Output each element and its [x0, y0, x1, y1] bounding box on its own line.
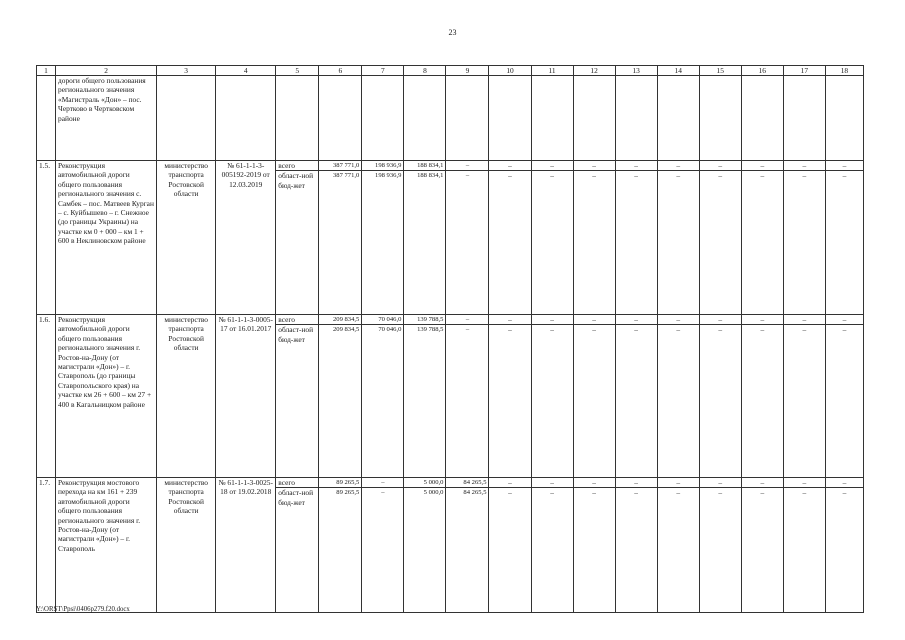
dash-total: – [842, 161, 847, 170]
dash-regional: – [532, 487, 573, 497]
dash-total: – [676, 315, 681, 324]
amount-cell [741, 315, 783, 478]
dash-regional: – [826, 324, 863, 334]
dash-regional: – [700, 324, 741, 334]
amount-cell [615, 478, 657, 613]
dash-regional: – [532, 324, 573, 334]
amount-cell [783, 76, 825, 161]
program-table [36, 65, 864, 613]
amount-cell [783, 315, 825, 478]
amount-cell [446, 76, 489, 161]
amount-total: – [465, 162, 470, 169]
object-name: дороги общего пользования регионального значения «Магистраль «Дон» – пос. Чертково в Чертковском районе [56, 76, 157, 161]
amount-cell [825, 478, 863, 613]
table-row [37, 161, 864, 315]
col-header: 5 [276, 66, 319, 76]
object-name: Реконструкция автомобильной дороги общего пользования регионального значения с. Самбек – пос. Матвеев Курган – с. Куйбышево – г. Снежное (до границы Украины) на участке км 0 + 000 – км 1 + 600 в Неклиновском районе [56, 161, 157, 315]
dash-regional: – [658, 487, 699, 497]
dash-regional: – [574, 487, 615, 497]
funding-source-cell [276, 478, 319, 613]
amount-cell [699, 161, 741, 315]
dash-regional: – [826, 170, 863, 180]
customer-cell: министерство транспорта Ростовской области [157, 315, 216, 478]
amount-cell [489, 315, 531, 478]
source-regional-budget: област-ной бюд-жет [276, 487, 318, 507]
col-header: 16 [741, 66, 783, 76]
dash-total: – [550, 161, 554, 170]
dash-total: – [508, 161, 512, 170]
dash-total: – [842, 478, 847, 487]
customer-cell: министерство транспорта Ростовской области [157, 161, 216, 315]
col-header: 17 [783, 66, 825, 76]
amount-cell [615, 161, 657, 315]
customer-cell: министерство транспорта Ростовской области [157, 478, 216, 613]
amount-cell [825, 315, 863, 478]
dash-total: – [718, 478, 723, 487]
dash-regional: – [742, 487, 783, 497]
col-header: 14 [657, 66, 699, 76]
amount-cell [489, 478, 531, 613]
amount-cell [741, 161, 783, 315]
amount-cell [489, 161, 531, 315]
amount-total: 209 834,5 [332, 316, 360, 323]
customer-cell [157, 76, 216, 161]
funding-source-cell [276, 76, 319, 161]
amount-cell [531, 315, 573, 478]
amount-cell [699, 478, 741, 613]
item-number: 1.5. [37, 161, 56, 315]
col-header: 7 [362, 66, 404, 76]
dash-regional: – [489, 487, 530, 497]
col-header: 3 [157, 66, 216, 76]
expertise-doc-cell: № 61-1-1-3-0005-17 от 16.01.2017 [216, 315, 276, 478]
amount-cell [573, 315, 615, 478]
amount-regional: 89 265,5 [319, 487, 361, 497]
dash-total: – [760, 161, 765, 170]
amount-regional: 387 771,0 [319, 170, 361, 180]
dash-regional: – [742, 324, 783, 334]
dash-regional: – [616, 487, 657, 497]
amount-regional: – [446, 324, 488, 334]
col-header: 15 [699, 66, 741, 76]
dash-regional: – [616, 324, 657, 334]
col-header: 11 [531, 66, 573, 76]
source-total: всего [278, 161, 295, 170]
dash-regional: – [658, 170, 699, 180]
funding-source-cell [276, 161, 319, 315]
dash-regional: – [742, 170, 783, 180]
header-row [37, 66, 864, 76]
expertise-doc-cell: № 61-1-1-3-0025-18 от 19.02.2018 [216, 478, 276, 613]
source-total: всего [278, 478, 295, 487]
amount-cell [573, 161, 615, 315]
amount-regional: 70 046,0 [362, 324, 403, 334]
dash-total: – [718, 315, 723, 324]
amount-total: 387 771,0 [332, 162, 360, 169]
amount-cell [741, 478, 783, 613]
dash-regional: – [784, 170, 825, 180]
dash-regional: – [616, 170, 657, 180]
amount-cell [362, 315, 404, 478]
amount-cell [783, 478, 825, 613]
dash-total: – [676, 161, 681, 170]
amount-cell [404, 315, 446, 478]
amount-regional: 198 936,9 [362, 170, 403, 180]
amount-cell [657, 76, 699, 161]
table-row [37, 478, 864, 613]
dash-total: – [508, 478, 512, 487]
amount-cell [319, 76, 362, 161]
object-name: Реконструкция мостового перехода на км 161 + 239 автомобильной дороги общего пользования регионального значения г. Ростов-на-Дону (от магистрали «Дон») – г. Ставрополь [56, 478, 157, 613]
amount-cell [489, 76, 531, 161]
amount-cell [657, 161, 699, 315]
source-regional-budget: област-ной бюд-жет [276, 324, 318, 344]
dash-total: – [508, 315, 512, 324]
amount-regional: 188 834,1 [404, 170, 445, 180]
dash-regional: – [700, 170, 741, 180]
amount-total: 188 834,1 [417, 162, 444, 169]
dash-regional: – [574, 170, 615, 180]
amount-regional: 139 788,5 [404, 324, 445, 334]
dash-regional: – [489, 324, 530, 334]
amount-cell [573, 478, 615, 613]
amount-cell [741, 76, 783, 161]
amount-cell [404, 76, 446, 161]
amount-cell [531, 161, 573, 315]
col-header: 8 [404, 66, 446, 76]
item-number: 1.6. [37, 315, 56, 478]
dash-total: – [634, 161, 638, 170]
dash-total: – [802, 161, 807, 170]
amount-cell [615, 315, 657, 478]
object-name: Реконструкция автомобильной дороги общего пользования регионального значения г. Ростов-на-Дону (от магистрали «Дон») – г. Ставрополь (до границы Ставропольского края) на участке км 26 + 600 – км 27 + 400 в Кагальницком районе [56, 315, 157, 478]
item-number: 1.7. [37, 478, 56, 613]
dash-total: – [842, 315, 847, 324]
amount-regional: 5 000,0 [404, 487, 445, 497]
dash-total: – [592, 315, 596, 324]
col-header: 2 [56, 66, 157, 76]
dash-regional: – [826, 487, 863, 497]
col-header: 18 [825, 66, 863, 76]
dash-regional: – [700, 487, 741, 497]
amount-regional: 209 834,5 [319, 324, 361, 334]
amount-cell [446, 315, 489, 478]
amount-cell [446, 478, 489, 613]
amount-regional: – [446, 170, 488, 180]
table-row [37, 76, 864, 161]
col-header: 6 [319, 66, 362, 76]
dash-total: – [550, 478, 554, 487]
dash-total: – [676, 478, 681, 487]
amount-total: – [381, 479, 385, 486]
dash-total: – [634, 478, 638, 487]
amount-regional: – [362, 487, 403, 497]
funding-source-cell [276, 315, 319, 478]
dash-total: – [802, 315, 807, 324]
amount-cell [657, 315, 699, 478]
source-regional-budget: област-ной бюд-жет [276, 170, 318, 190]
col-header: 10 [489, 66, 531, 76]
amount-total: – [465, 316, 470, 323]
amount-cell [615, 76, 657, 161]
col-header: 9 [446, 66, 489, 76]
amount-cell [319, 161, 362, 315]
amount-total: 89 265,5 [336, 479, 360, 486]
dash-regional: – [574, 324, 615, 334]
amount-cell [446, 161, 489, 315]
dash-total: – [592, 478, 596, 487]
amount-cell [699, 76, 741, 161]
col-header: 12 [573, 66, 615, 76]
dash-regional: – [784, 324, 825, 334]
amount-cell [362, 76, 404, 161]
amount-cell [573, 76, 615, 161]
amount-cell [319, 478, 362, 613]
amount-cell [362, 161, 404, 315]
col-header: 13 [615, 66, 657, 76]
amount-total: 139 788,5 [417, 316, 444, 323]
amount-cell [404, 161, 446, 315]
amount-cell [699, 315, 741, 478]
expertise-doc-cell [216, 76, 276, 161]
dash-total: – [718, 161, 723, 170]
amount-cell [783, 161, 825, 315]
footer-file-path: Y:\ORST\Ppsi\0406p279.f20.docx [36, 606, 130, 613]
col-header: 4 [216, 66, 276, 76]
col-header: 1 [37, 66, 56, 76]
source-total: всего [278, 315, 295, 324]
amount-cell [657, 478, 699, 613]
dash-total: – [592, 161, 596, 170]
amount-total: 198 936,9 [375, 162, 402, 169]
dash-total: – [802, 478, 807, 487]
dash-total: – [760, 315, 765, 324]
amount-cell [319, 315, 362, 478]
amount-cell [404, 478, 446, 613]
table-row [37, 315, 864, 478]
dash-regional: – [532, 170, 573, 180]
amount-regional: 84 265,5 [446, 487, 488, 497]
amount-cell [825, 76, 863, 161]
amount-cell [531, 76, 573, 161]
dash-regional: – [658, 324, 699, 334]
page-number: 23 [448, 28, 457, 37]
amount-total: 84 265,5 [463, 479, 487, 486]
dash-total: – [760, 478, 765, 487]
amount-total: 70 046,0 [378, 316, 402, 323]
dash-regional: – [489, 170, 530, 180]
expertise-doc-cell: № 61-1-1-3-005192-2019 от 12.03.2019 [216, 161, 276, 315]
amount-cell [825, 161, 863, 315]
item-number [37, 76, 56, 161]
dash-total: – [550, 315, 554, 324]
dash-total: – [634, 315, 638, 324]
dash-regional: – [784, 487, 825, 497]
amount-cell [362, 478, 404, 613]
amount-total: 5 000,0 [423, 479, 444, 486]
amount-cell [531, 478, 573, 613]
